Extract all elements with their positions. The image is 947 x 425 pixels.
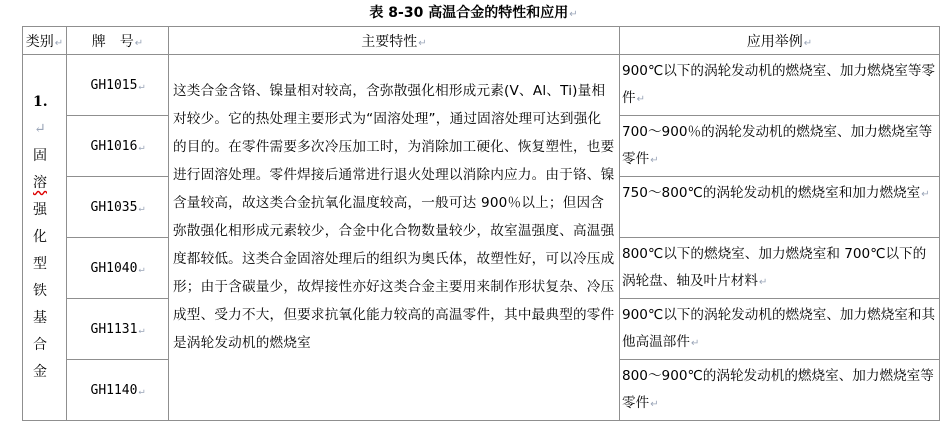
paragraph-mark-icon: ↵	[569, 9, 578, 20]
application-cell: 900℃以下的涡轮发动机的燃烧室、加力燃烧室和其他高温部件↵	[620, 299, 940, 360]
table-caption: 表 8-30 高温合金的特性和应用↵	[369, 5, 578, 21]
header-grade: 牌 号↵	[67, 27, 169, 55]
category-char: 型	[33, 256, 47, 272]
table-row	[23, 55, 940, 116]
category-number: 1. ↵	[33, 94, 48, 137]
application-cell: 800～900℃的涡轮发动机的燃烧室、加力燃烧室等零件↵	[620, 360, 940, 421]
alloy-table	[22, 26, 940, 421]
category-cell	[23, 55, 67, 421]
category-char: 强	[33, 202, 47, 218]
properties-cell: 这类合金含铬、镍量相对较高，含弥散强化相形成元素(V、Al、Ti)量相对较少。它的热处理主要形式为“固溶处理”，通过固溶处理可达到强化的目的。在零件需要多次冷压加工时，为消除加工硬化、恢复塑性，也要进行固溶处理。零件焊接后通常进行退火处理以消除内应力。由于铬、镍含量较高，故这类合金抗氧化温度较高，一般可达 900％以上；但因含弥散强化相形成元素较少，合金中化合物数量较少，故室温强度、高温强度都较低。这类合金固溶处理后的组织为奥氏体，故塑性好，可以冷压成形；由于含碳量少，故焊接性亦好这类合金主要用来制作形状复杂、冷压成型、受力不大，但要求抗氧化能力较高的高温零件，其中最典型的零件是涡轮发动机的燃烧室	[169, 55, 620, 421]
application-cell: 750～800℃的涡轮发动机的燃烧室和加力燃烧室↵	[620, 177, 940, 238]
header-applications: 应用举例↵	[620, 27, 940, 55]
header-properties: 主要特性↵	[169, 27, 620, 55]
category-char: 铁	[33, 283, 47, 299]
grade-cell: GH1040↵	[67, 238, 169, 299]
grade-cell: GH1015↵	[67, 55, 169, 116]
category-char: 合	[33, 337, 47, 353]
category-char: 固	[33, 148, 47, 164]
grade-cell: GH1016↵	[67, 116, 169, 177]
grade-cell: GH1035↵	[67, 177, 169, 238]
header-row	[23, 27, 940, 55]
grade-cell: GH1131↵	[67, 299, 169, 360]
application-cell: 800℃以下的燃烧室、加力燃烧室和 700℃以下的涡轮盘、轴及叶片材料↵	[620, 238, 940, 299]
category-char-spellcheck: 溶	[33, 175, 47, 191]
category-char: 化	[33, 229, 47, 245]
application-cell: 700～900％的涡轮发动机的燃烧室、加力燃烧室等零件↵	[620, 116, 940, 177]
category-char: 金	[33, 364, 47, 380]
header-category: 类别↵	[23, 27, 67, 55]
grade-cell: GH1140↵	[67, 360, 169, 421]
application-cell: 900℃以下的涡轮发动机的燃烧室、加力燃烧室等零件↵	[620, 55, 940, 116]
category-char: 基	[33, 310, 47, 326]
